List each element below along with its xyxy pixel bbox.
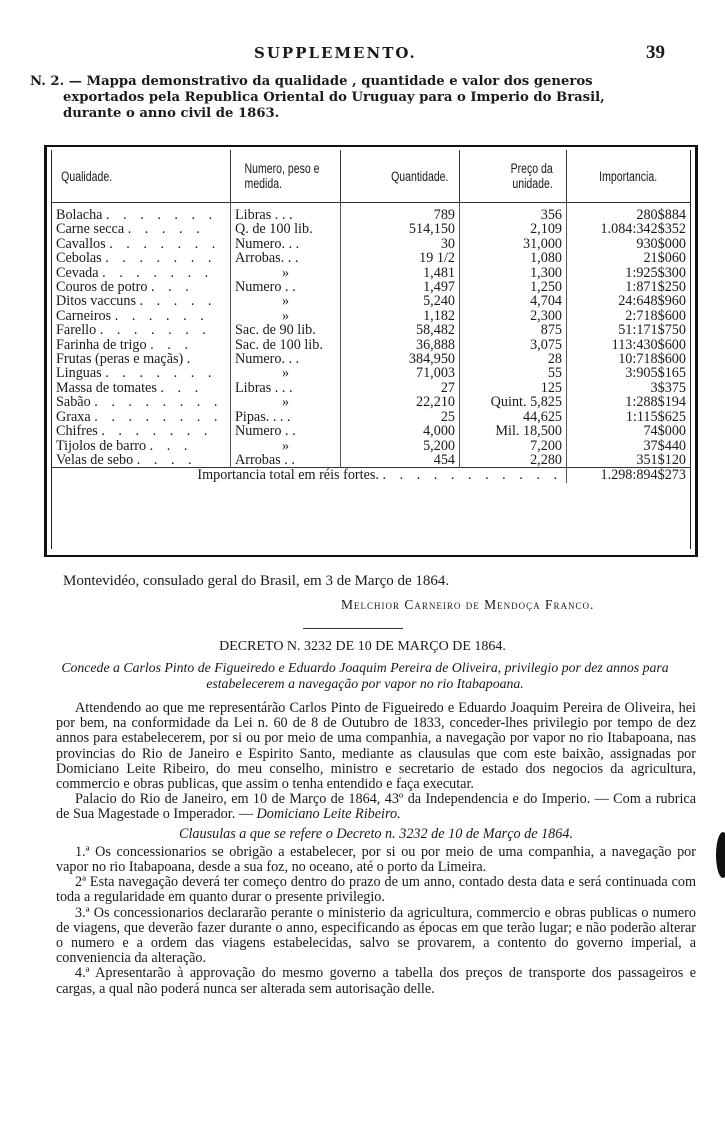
table-row — [52, 395, 690, 409]
cell-medida: » — [231, 266, 341, 280]
heading-line-3: durante o anno civil de 1863. — [63, 106, 280, 121]
cell-qualidade: Velas de sebo . . . . — [52, 453, 231, 468]
cell-importancia: 24:648$960 — [618, 293, 686, 310]
decree-paragraph-1: Attendendo ao que me representárão Carlos Pinto de Figueiredo e Eduardo Joaquim Pereira de Oliveira, hei por bem, na conformidade da Lei n. 60 de 8 de Outubro de 1833, conceder-lhes privilegio por tempo de dez annos para estabelecerem, por si ou por meio de uma companhia, a navegação por vapor no rio Itabapoana, nas provincias do Rio de Janeiro e Espirito Santo, mediante as clausulas que com este baixão, assignadas por Domiciano Leite Ribeiro, do meu conselho, ministro e secretario de estado dos negocios da agricultura, commercio e obras publicas, que assim o tenha entendido e faça executar. — [56, 700, 696, 793]
total-value: 1.298:894$273 — [567, 468, 691, 483]
cell-quantidade: 19 1/2 — [341, 251, 460, 265]
total-row — [52, 468, 690, 483]
cell-medida: Sac. de 100 lib. — [231, 338, 341, 352]
cell-preco: 875 — [460, 323, 567, 337]
table-row — [52, 453, 690, 468]
table-row — [52, 203, 690, 223]
cell-qualidade: Farinha de trigo . . . — [52, 338, 231, 352]
cell-qualidade: Carneiros . . . . . . — [52, 309, 231, 323]
cell-quantidade: 789 — [341, 203, 460, 223]
running-title: SUPPLEMENTO. — [254, 44, 417, 62]
exports-table — [52, 150, 690, 483]
cell-preco: 125 — [460, 381, 567, 395]
cell-preco: Quint. 5,825 — [460, 395, 567, 409]
cell-importancia: 351$120 — [636, 451, 686, 468]
cell-importancia: 1:925$300 — [625, 264, 686, 281]
clause-3: 3.ª Os concessionarios declararão perante o ministerio da agricultura, commercio e obras publicas o numero de viagens, que deverão fazer durante o anno, especificando as épocas em que terão lugar; e não poderão alterar o numero e a ordem das viagens estabelecidas, salvo se provarem, a contento do governo imperial, a conveniencia da alteração. — [56, 904, 696, 967]
cell-preco: 1,250 — [460, 280, 567, 294]
cell-importancia: 1:115$625 — [625, 408, 686, 425]
cell-preco: 3,075 — [460, 338, 567, 352]
cell-preco: 356 — [460, 203, 567, 223]
cell-qualidade: Sabão . . . . . . . . — [52, 395, 231, 409]
cell-qualidade: Bolacha . . . . . . . — [52, 203, 231, 223]
table-row — [52, 424, 690, 438]
cell-importancia: 1.084:342$352 — [600, 221, 686, 238]
total-label: Importancia total em réis fortes. . . . . . . . . . . . — [52, 468, 567, 483]
cell-preco: 31,000 — [460, 237, 567, 251]
cell-qualidade: Cevada . . . . . . . — [52, 266, 231, 280]
cell-preco: 7,200 — [460, 439, 567, 453]
cell-qualidade: Carne secca . . . . . — [52, 222, 231, 236]
cell-importancia: 1:288$194 — [625, 394, 686, 411]
cell-quantidade: 30 — [341, 237, 460, 251]
table-row — [52, 266, 690, 280]
cell-importancia: 51:171$750 — [618, 322, 686, 339]
column-header-medida: Numero, peso e medida. — [231, 150, 341, 203]
table-row — [52, 366, 690, 380]
table-header-row — [52, 150, 690, 203]
cell-medida: » — [231, 294, 341, 308]
cell-qualidade: Cavallos . . . . . . . — [52, 237, 231, 251]
cell-medida: Pipas. . . . — [231, 410, 341, 424]
table-row — [52, 410, 690, 424]
cell-importancia: 3:905$165 — [625, 365, 686, 382]
cell-medida: Numero. . . — [231, 237, 341, 251]
cell-quantidade: 22,210 — [341, 395, 460, 409]
cell-qualidade: Couros de potro . . . — [52, 280, 231, 294]
column-header-preco: Preço da unidade. — [460, 150, 567, 203]
cell-quantidade: 71,003 — [341, 366, 460, 380]
cell-qualidade: Graxa . . . . . . . . — [52, 410, 231, 424]
cell-medida: Q. de 100 lib. — [231, 222, 341, 236]
cell-medida: Libras . . . — [231, 203, 341, 223]
clauses-title: Clausulas a que se refere o Decreto n. 3232 de 10 de Março de 1864. — [178, 825, 574, 842]
decree-summary: Concede a Carlos Pinto de Figueiredo e Eduardo Joaquim Pereira de Oliveira, privilegio por dez annos para estabelecerem a navegação por vapor no rio Itabapoana. — [61, 660, 669, 691]
page-number: 39 — [646, 42, 665, 63]
table-row — [52, 352, 690, 366]
cell-medida: » — [231, 309, 341, 323]
cell-preco: 2,300 — [460, 309, 567, 323]
column-header-quantidade: Quantidade. — [341, 150, 460, 203]
cell-preco: 4,704 — [460, 294, 567, 308]
exports-table-frame — [44, 145, 698, 557]
cell-quantidade: 1,481 — [341, 266, 460, 280]
cell-medida: Numero . . — [231, 424, 341, 438]
cell-medida: » — [231, 366, 341, 380]
cell-quantidade: 36,888 — [341, 338, 460, 352]
cell-preco: 2,280 — [460, 453, 567, 468]
cell-preco: 28 — [460, 352, 567, 366]
table-row — [52, 323, 690, 337]
cell-preco: 1,300 — [460, 266, 567, 280]
cell-medida: » — [231, 439, 341, 453]
table-row — [52, 251, 690, 265]
place-date-line: Montevidéo, consulado geral do Brasil, em 3 de Março de 1864. — [63, 573, 450, 589]
cell-qualidade: Tijolos de barro . . . — [52, 439, 231, 453]
section-divider — [303, 628, 403, 629]
heading-line-2: exportados pela Republica Oriental do Uruguay para o Imperio do Brasil, — [63, 90, 605, 105]
cell-qualidade: Cebolas . . . . . . . — [52, 251, 231, 265]
cell-importancia: 3$375 — [650, 379, 686, 396]
decree-signer: Domiciano Leite Ribeiro. — [256, 806, 401, 823]
cell-importancia: 37$440 — [643, 437, 686, 454]
table-row — [52, 309, 690, 323]
cell-quantidade: 27 — [341, 381, 460, 395]
ink-blot — [716, 832, 725, 878]
cell-medida: Sac. de 90 lib. — [231, 323, 341, 337]
column-header-importancia: Importancia. — [567, 150, 691, 203]
cell-medida: » — [231, 395, 341, 409]
cell-importancia: 74$000 — [643, 423, 686, 440]
decree-body — [56, 701, 696, 997]
decree-title: DECRETO N. 3232 DE 10 DE MARÇO DE 1864. — [219, 639, 506, 654]
cell-importancia: 10:718$600 — [618, 351, 686, 368]
decree-paragraph-2: Palacio do Rio de Janeiro, em 10 de Março de 1864, 43º da Independencia e do Imperio. — Com a rubrica de Sua Magestade o Imperador. — Domiciano Leite Ribeiro. — [56, 791, 696, 823]
cell-medida: Arrobas. . . — [231, 251, 341, 265]
cell-importancia: 113:430$600 — [611, 336, 686, 353]
consul-signature: Melchior Carneiro de Mendoça Franco. — [341, 597, 595, 612]
cell-quantidade: 5,200 — [341, 439, 460, 453]
cell-importancia: 2:718$600 — [625, 307, 686, 324]
cell-quantidade: 384,950 — [341, 352, 460, 366]
cell-qualidade: Farello . . . . . . . — [52, 323, 231, 337]
cell-importancia: 21$060 — [643, 250, 686, 267]
cell-importancia: 280$884 — [636, 207, 686, 223]
cell-qualidade: Frutas (peras e maçãs) . — [52, 352, 231, 366]
cell-medida: Arrobas . . — [231, 453, 341, 468]
clause-4: 4.ª Apresentarão à approvação do mesmo governo a tabella dos preços de transporte dos passageiros e cargas, a qual não poderá nunca ser alterada sem autorisação delle. — [56, 965, 696, 997]
table-row — [52, 237, 690, 251]
column-header-qualidade: Qualidade. — [52, 150, 231, 203]
cell-importancia: 1:871$250 — [625, 279, 686, 296]
cell-quantidade: 25 — [341, 410, 460, 424]
cell-quantidade: 514,150 — [341, 222, 460, 236]
cell-preco: 55 — [460, 366, 567, 380]
table-row — [52, 222, 690, 236]
table-row — [52, 338, 690, 352]
table-row — [52, 280, 690, 294]
table-row — [52, 381, 690, 395]
cell-quantidade: 58,482 — [341, 323, 460, 337]
cell-medida: Numero. . . — [231, 352, 341, 366]
cell-quantidade: 1,497 — [341, 280, 460, 294]
cell-medida: Libras . . . — [231, 381, 341, 395]
running-header — [0, 44, 725, 66]
cell-qualidade: Massa de tomates . . . — [52, 381, 231, 395]
cell-preco: 1,080 — [460, 251, 567, 265]
cell-quantidade: 4,000 — [341, 424, 460, 438]
clause-2: 2ª Esta navegação deverá ter começo dentro do prazo de um anno, contado desta data e será continuada com toda a regularidade em quanto durar o presente privilegio. — [56, 874, 696, 906]
cell-qualidade: Chifres . . . . . . . — [52, 424, 231, 438]
cell-quantidade: 1,182 — [341, 309, 460, 323]
table-heading — [30, 74, 695, 122]
table-row — [52, 439, 690, 453]
table-row — [52, 294, 690, 308]
cell-qualidade: Ditos vaccuns . . . . . — [52, 294, 231, 308]
cell-preco: 2,109 — [460, 222, 567, 236]
cell-quantidade: 454 — [341, 453, 460, 468]
cell-preco: 44,625 — [460, 410, 567, 424]
cell-quantidade: 5,240 — [341, 294, 460, 308]
clause-1: 1.ª Os concessionarios se obrigão a estabelecer, por si ou por meio de uma companhia, a navegação por vapor no rio Itabapoana, desde a sua foz, no oceano, até o porto da Limeira. — [56, 843, 696, 876]
cell-medida: Numero . . — [231, 280, 341, 294]
cell-importancia: 930$000 — [636, 235, 686, 252]
heading-line-1: N. 2. — Mappa demonstrativo da qualidade , quantidade e valor dos generos — [30, 74, 593, 89]
cell-qualidade: Linguas . . . . . . . — [52, 366, 231, 380]
cell-preco: Mil. 18,500 — [460, 424, 567, 438]
